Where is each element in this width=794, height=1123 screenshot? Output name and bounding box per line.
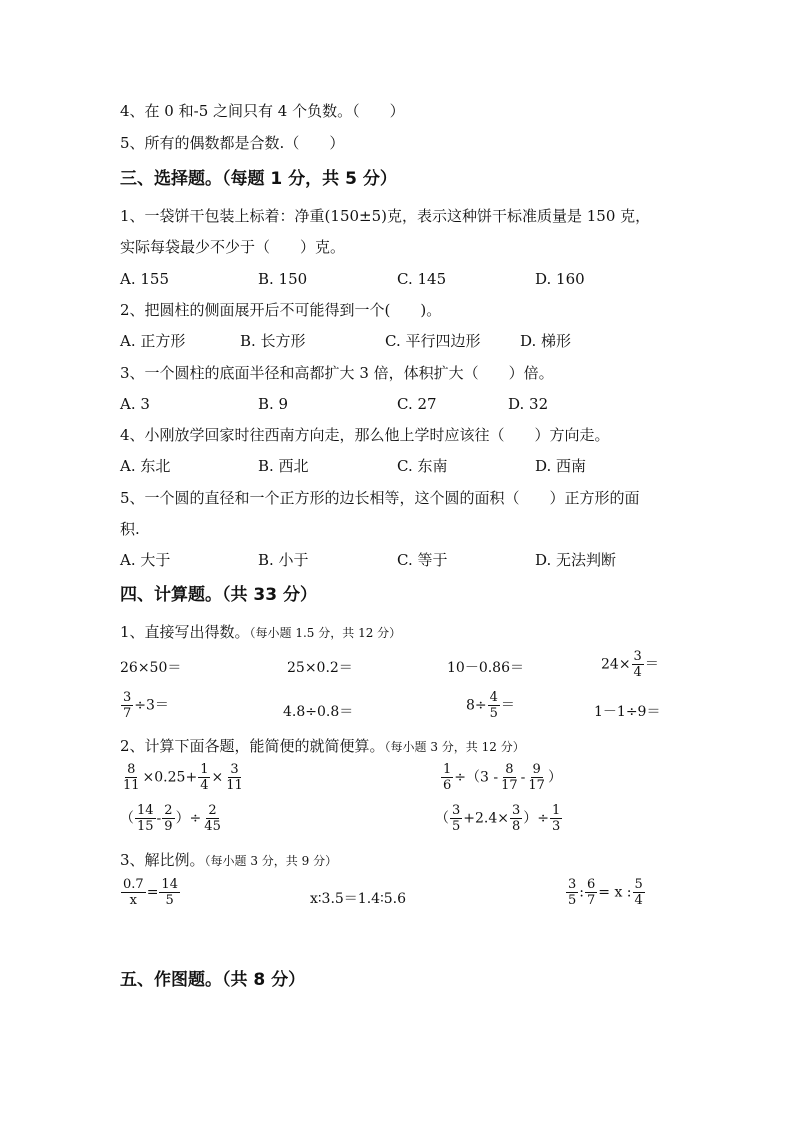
choice-q4-option-a: A. 东北 [120,457,171,475]
choice-q5-line2: 积. [120,520,140,538]
numerator: 3 [568,877,577,892]
numerator: 1 [552,803,561,818]
choice-q5-option-c: C. 等于 [397,551,448,569]
choice-q4-option-c: C. 东南 [397,457,448,475]
denominator: 5 [452,819,461,834]
oral-calc-f: 4.8÷0.8＝ [283,704,354,720]
choice-q4: 4、小刚放学回家时往西南方向走，那么他上学时应该往（ ）方向走。 [120,426,610,444]
numerator: 8 [505,762,514,777]
fraction [526,762,547,793]
simplify-calc-a [120,762,246,793]
denominator: 4 [633,665,642,680]
choice-q5-option-d: D. 无法判断 [535,551,617,569]
fraction [510,803,522,834]
oral-calc-a: 26×50＝ [120,660,182,676]
oral-calc-g-suffix: ＝ [500,697,515,714]
fraction [198,762,210,793]
calc-part2-heading: 2、计算下面各题，能简便的就简便算。 [120,737,385,755]
denominator: 11 [123,778,140,793]
denominator: 5 [568,893,577,908]
fraction [550,803,562,834]
oral-calc-d-suffix: ＝ [644,656,659,673]
calc-part3-title [120,849,337,872]
judge-question-5: 5、所有的偶数都是合数.（ ） [120,134,345,152]
choice-q1-option-d: D. 160 [535,270,585,288]
numerator: 3 [633,649,642,664]
choice-q3-option-b: B. 9 [258,395,289,413]
denominator: 15 [137,819,154,834]
proportion-b: x∶3.5＝1.4∶5.6 [310,891,406,907]
proportion-a [120,877,181,908]
operator-text: ）÷ [175,810,202,827]
choice-q3-option-a: A. 3 [120,395,150,413]
fraction [202,803,223,834]
denominator: 45 [204,819,221,834]
simplify-calc-b [440,762,562,793]
denominator: x [129,893,138,908]
numerator: 3 [230,762,239,777]
calc-part2-title [120,735,525,758]
denominator: 11 [226,778,243,793]
oral-calc-b: 25×0.2＝ [287,660,353,676]
denominator: 7 [123,706,132,721]
choice-q4-option-b: B. 西北 [258,457,309,475]
denominator: 17 [501,778,518,793]
choice-q1-line1: 1、一袋饼干包装上标着：净重(150±5)克，表示这种饼干标准质量是 150 克， [120,207,651,225]
calc-part2-score-note: （每小题 3 分，共 12 分） [384,740,525,754]
fraction [135,803,156,834]
calc-part3-heading: 3、解比例。 [120,851,205,869]
oral-calc-d [601,649,659,680]
denominator: 8 [512,819,521,834]
simplify-calc-c [120,803,224,834]
fraction [633,877,645,908]
fraction [632,649,644,680]
denominator: 3 [552,819,561,834]
numerator: 5 [634,877,643,892]
numerator: 6 [587,877,596,892]
choice-q5-option-b: B. 小于 [258,551,309,569]
choice-q3: 3、一个圆柱的底面半径和高都扩大 3 倍，体积扩大（ ）倍。 [120,364,554,382]
fraction [121,762,142,793]
oral-calc-d-prefix: 24× [601,656,631,673]
choice-q5-option-a: A. 大于 [120,551,171,569]
numerator: 1 [443,762,452,777]
oral-calc-e-suffix: ÷3＝ [134,697,169,714]
denominator: 4 [634,893,643,908]
denominator: 9 [164,819,173,834]
operator-text: （ [435,810,449,827]
denominator: 5 [165,893,174,908]
section-5-title: 五、作图题。（共 8 分） [120,970,306,990]
operator-text: - [156,810,162,827]
fraction [450,803,462,834]
operator-text: ） [547,769,562,786]
fraction [441,762,453,793]
oral-calc-e [120,690,169,721]
fraction [499,762,520,793]
choice-q2-option-a: A. 正方形 [120,332,186,350]
operator-text: × [211,769,224,786]
simplify-calc-d [435,803,563,834]
denominator: 4 [200,778,209,793]
denominator: 5 [489,706,498,721]
numerator: 14 [161,877,178,892]
operator-text: = [146,884,159,901]
oral-calc-g-prefix: 8÷ [466,697,487,714]
proportion-c [565,877,646,908]
numerator: 4 [489,690,498,705]
numerator: 8 [127,762,136,777]
numerator: 9 [532,762,541,777]
denominator: 7 [587,893,596,908]
fraction [566,877,578,908]
fraction [121,877,146,908]
operator-text: = x : [598,884,632,901]
choice-q5-line1: 5、一个圆的直径和一个正方形的边长相等，这个圆的面积（ ）正方形的面 [120,489,640,507]
oral-calc-h: 1－1÷9＝ [594,704,661,720]
choice-q1-option-a: A. 155 [120,270,169,288]
numerator: 2 [164,803,173,818]
calc-part3-score-note: （每小题 3 分，共 9 分） [204,854,338,868]
fraction [121,690,133,721]
fraction [159,877,180,908]
numerator: 14 [137,803,154,818]
choice-q1-option-c: C. 145 [397,270,447,288]
numerator: 3 [452,803,461,818]
choice-q1-line2: 实际每袋最少不少于（ ）克。 [120,238,346,256]
fraction [162,803,174,834]
oral-calc-g [466,690,515,721]
calc-part1-heading: 1、直接写出得数。 [120,623,250,641]
fraction [585,877,597,908]
calc-part1-title [120,621,401,644]
numerator: 3 [123,690,132,705]
fraction [224,762,245,793]
fraction [488,690,500,721]
operator-text: ）÷ [523,810,550,827]
choice-q3-option-d: D. 32 [508,395,549,413]
calc-part1-score-note: （每小题 1.5 分，共 12 分） [249,626,402,640]
choice-q2-option-b: B. 长方形 [240,332,306,350]
operator-text: ×0.25+ [142,769,198,786]
choice-q2-option-c: C. 平行四边形 [385,332,481,350]
choice-q1-option-b: B. 150 [258,270,308,288]
numerator: 3 [512,803,521,818]
numerator: 0.7 [123,877,144,892]
oral-calc-c: 10－0.86＝ [447,660,524,676]
denominator: 6 [443,778,452,793]
choice-q2: 2、把圆柱的侧面展开后不可能得到一个( )。 [120,301,442,319]
operator-text: - [520,769,526,786]
judge-question-4: 4、在 0 和-5 之间只有 4 个负数。（ ） [120,102,405,120]
choice-q4-option-d: D. 西南 [535,457,587,475]
operator-text: : [579,884,584,901]
numerator: 2 [208,803,217,818]
operator-text: +2.4× [463,810,510,827]
numerator: 1 [200,762,209,777]
operator-text: （ [120,810,134,827]
operator-text: ÷（3 - [454,769,499,786]
section-4-title: 四、计算题。（共 33 分） [120,585,317,605]
section-3-title: 三、选择题。（每题 1 分，共 5 分） [120,169,397,189]
choice-q3-option-c: C. 27 [397,395,437,413]
choice-q2-option-d: D. 梯形 [520,332,572,350]
denominator: 17 [528,778,545,793]
